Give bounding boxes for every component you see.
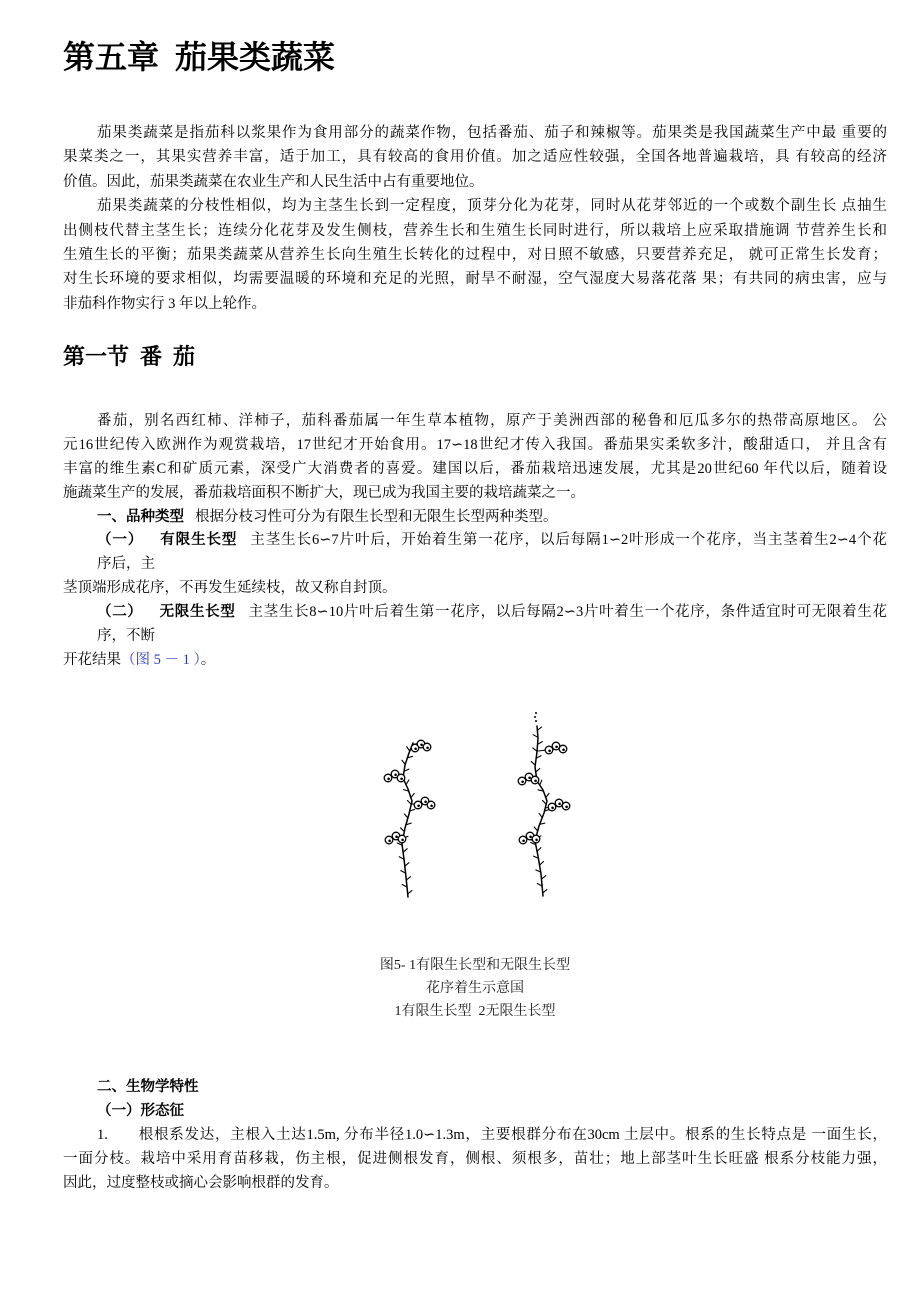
paragraph-line: 丰富的维生素C和矿质元素，深受广大消费者的喜爱。建国以后，番茄栽培迅速发展，尤其是20世纪60 年代以后，随着设: [63, 460, 887, 477]
paragraph-line: 价值。因此，茄果类蔬菜在农业生产和人民生活中占有重要地位。: [63, 173, 484, 190]
flower-bud-center: [387, 778, 390, 781]
determinate-label: 有限生长型: [160, 532, 238, 549]
root-item-line: [63, 1123, 887, 1147]
paragraph-line: 序后，主: [97, 556, 155, 573]
paragraph-line: 施蔬菜生产的发展，番茄栽培面积不断扩大，现已成为我国主要的栽培蔬菜之一。: [63, 484, 585, 501]
paragraph-text: 开花结果: [63, 651, 121, 668]
flower-bud-center: [551, 807, 554, 810]
paragraph-line: 因此，过度整枝或摘心会影响根群的发育。: [63, 1175, 339, 1191]
variety-types-intro: 根据分枝习性可分为有限生长型和无限生长型两种类型。: [195, 508, 558, 525]
indeterminate-label: 无限生长型: [159, 604, 236, 621]
variety-types-heading: 一、品种类型: [97, 508, 184, 525]
paragraph-line: 茄果类蔬菜的分枝性相似，均为主茎生长到一定程度，顶芽分化为花芽，同时从花芽邻近的一个或数个副生长 点抽生: [97, 198, 887, 215]
intro-section: [63, 121, 887, 316]
paragraph-line: 番茄，别名西红柿、洋柿子，茄科番茄属一年生草本植物，原产于美洲西部的秘鲁和厄瓜多尔的热带高原地区。 公: [97, 413, 887, 429]
flower-bud-center: [417, 805, 420, 808]
indeterminate-text: 主茎生长8∽10片叶后着生第一花序，以后每隔2∽3片叶着生一个花序，条件适宜时可无限着生花: [248, 604, 887, 621]
flower-bud-center: [430, 805, 433, 808]
paragraph-line: 茄果类蔬菜是指茄科以浆果作为食用部分的蔬菜作物，包括番茄、茄子和辣椒等。茄果类是我国蔬菜生产中最 重要的: [97, 125, 887, 141]
caption-line: 花序着生示意国: [426, 981, 524, 996]
flower-cluster: [384, 770, 405, 782]
paragraph-line: 出侧枝代替主茎生长；连续分化花芽及发生侧枝，营养生长和生殖生长同时进行，所以栽培上应采取措施调 节营养生长和: [63, 222, 887, 239]
flower-cluster: [411, 740, 431, 752]
flower-bud-center: [420, 744, 423, 747]
paragraph-line: 元16世纪传入欧洲作为观赏栽培，17世纪才开始食用。17∽18世纪才传入我国。番茄果实柔软多汁，酸甜适口， 并且含有: [63, 436, 887, 453]
figure-caption: [275, 954, 675, 1023]
paragraph-line: 对生长环境的要求相似，均需要温暖的环境和充足的光照，耐旱不耐湿，空气湿度大易落花落 果；有共同的病虫害，应与: [63, 271, 887, 288]
flower-bud-center: [534, 780, 537, 783]
chapter-title: 第五章 茄果类蔬菜: [63, 39, 336, 75]
flower-bud-center: [548, 750, 551, 753]
root-text: 根根系发达，主根入土达1.5m, 分布半径1.0∽1.3m，主要根群分布在30cm 土层中。根系的生长特点是 一面生长，: [138, 1127, 887, 1143]
paragraph-line: [63, 649, 887, 673]
morphology-subheading: （一）形态征: [97, 1103, 184, 1119]
paragraph-line: 生殖生长的平衡；茄果类蔬菜从营养生长向生殖生长转化的过程中，对日照不敏感，只要营养充足， 就可正常生长发育；: [63, 246, 887, 263]
flower-bud-center: [529, 836, 532, 839]
plant-determinate: [384, 740, 435, 897]
figure-5-1-growth-types: [360, 700, 600, 910]
paragraph-line: 非茄科作物实行 3 年以上轮作。: [63, 295, 266, 312]
figure-reference-link[interactable]: （图 5 － 1 ）: [121, 651, 201, 668]
flower-cluster: [538, 742, 567, 754]
flower-bud-center: [395, 836, 398, 839]
flower-bud-center: [388, 840, 391, 843]
list-number: 1.: [97, 1127, 108, 1143]
paragraph-line: 茎顶端形成花序，不再发生延续枝，故又称自封顶。: [63, 580, 397, 597]
flower-bud-center: [521, 781, 524, 784]
flower-cluster: [411, 797, 435, 809]
sentence-end: 。: [200, 651, 216, 668]
determinate-number: （一）: [97, 532, 144, 549]
biology-section: [63, 1075, 887, 1195]
flower-bud-center: [400, 778, 403, 781]
flower-bud-center: [528, 777, 531, 780]
paragraph-line: 序，不断: [97, 628, 155, 645]
plant-indeterminate: [518, 712, 570, 896]
section-heading: 第一节 番 茄: [63, 344, 196, 369]
indeterminate-type-line: [63, 601, 887, 625]
tomato-section: [63, 410, 887, 673]
flower-bud-center: [555, 746, 558, 749]
determinate-type-line: [63, 529, 887, 553]
flower-cluster: [385, 832, 406, 844]
flower-bud-center: [522, 840, 525, 843]
flower-bud-center: [426, 747, 429, 750]
biology-heading: 二、生物学特性: [97, 1079, 199, 1095]
flower-bud-center: [565, 806, 568, 809]
flower-bud-center: [558, 803, 561, 806]
paragraph-line: 果菜类之一，其果实营养丰富，适于加工，具有较高的食用价值。加之适应性较强，全国各地普遍栽培，具 有较高的经济: [63, 149, 887, 166]
determinate-text: 主茎生长6∽7片叶后，开始着生第一花序，以后每隔1∽2叶形成一个花序，当主茎着生2∽4个花: [250, 532, 887, 549]
flower-bud-center: [394, 774, 397, 777]
growth-continuation-dot: [535, 720, 537, 722]
flower-bud-center: [424, 801, 427, 804]
flower-bud-center: [414, 748, 417, 751]
flower-cluster: [545, 799, 570, 811]
caption-line: 图5- 1有限生长型和无限生长型: [379, 958, 571, 973]
caption-line: 1有限生长型 2无限生长型: [394, 1004, 556, 1019]
paragraph-line: 一面分枝。栽培中采用育苗移栽，伤主根，促进侧根发育，侧根、须根多，苗壮；地上部茎叶生长旺盛 根系分枝能力强，: [63, 1151, 887, 1167]
stem: [402, 743, 413, 897]
growth-continuation-dot: [534, 716, 536, 718]
growth-continuation-dot: [535, 712, 537, 714]
flower-bud-center: [535, 839, 538, 842]
variety-types-line: [63, 506, 887, 530]
flower-bud-center: [401, 839, 404, 842]
flower-bud-center: [562, 749, 565, 752]
indeterminate-number: （二）: [97, 604, 143, 621]
